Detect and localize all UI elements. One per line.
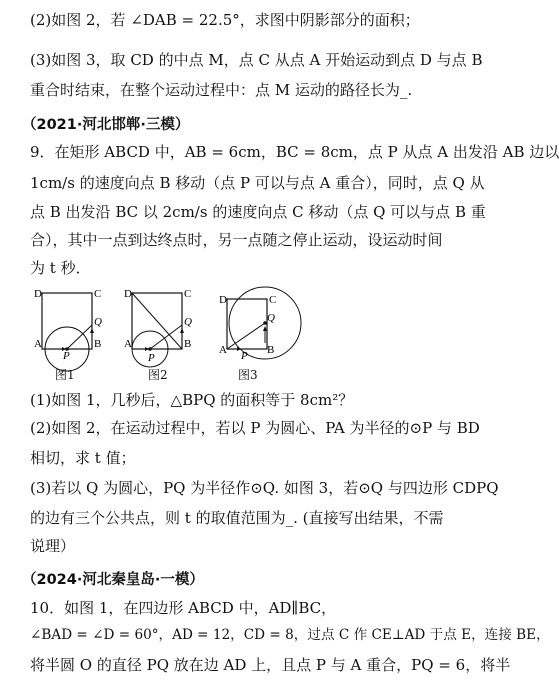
fig1-label-A: A bbox=[34, 338, 42, 350]
problem-9-line-3: 点 B 出发沿 BC 以 2cm/s 的速度向点 C 移动（点 Q 可以与点 B 重 bbox=[30, 203, 486, 221]
fig2-label-A: A bbox=[124, 338, 132, 350]
fig3-label-D: D bbox=[219, 294, 227, 306]
text-line-2: (3)如图 3，取 CD 的中点 M，点 C 从点 A 开始运动到点 D 与点 B bbox=[30, 51, 483, 69]
fig1-label-C: C bbox=[94, 288, 102, 300]
problem-9-q3-line-1: (3)若以 Q 为圆心，PQ 为半径作⊙Q. 如图 3，若⊙Q 与四边形 CDPQ bbox=[30, 479, 499, 497]
problem-9-q1: (1)如图 1，几秒后，△BPQ 的面积等于 8cm²？ bbox=[30, 391, 354, 409]
fig3-label-A: A bbox=[219, 344, 227, 356]
problem-10-line-3: 将半圆 O 的直径 PQ 放在边 AD 上，且点 P 与 A 重合，PQ = 6，将半 bbox=[30, 656, 511, 674]
problem-9-q3-line-3: 说理） bbox=[30, 537, 76, 555]
problem-10-line-2: ∠BAD = ∠D = 60°，AD = 12，CD = 8，过点 C 作 CE⊥AD 于点 E，连接 BE， bbox=[30, 627, 550, 643]
caption-figure-3: 图3 bbox=[238, 368, 258, 382]
problem-9-line-4: 合），其中一点到达终点时，另一点随之停止运动，设运动时间 bbox=[30, 231, 443, 249]
fig1-label-P: P bbox=[63, 350, 70, 362]
problem-9-q2-line-2: 相切，求 t 值； bbox=[30, 449, 136, 467]
caption-figure-2: 图2 bbox=[148, 368, 168, 382]
fig1-label-Q: Q bbox=[94, 316, 102, 328]
fig2-label-C: C bbox=[184, 288, 192, 300]
fig1-label-B: B bbox=[94, 338, 102, 350]
text-line-3: 重合时结束，在整个运动过程中：点 M 运动的路径长为_. bbox=[30, 81, 413, 99]
fig3-label-C: C bbox=[269, 294, 277, 306]
fig3-label-B: B bbox=[267, 344, 275, 356]
fig2-label-B: B bbox=[184, 338, 192, 350]
figure-1 bbox=[28, 285, 118, 367]
problem-9-line-1: 9．在矩形 ABCD 中，AB = 6cm，BC = 8cm，点 P 从点 A 出发沿 AB 边以 bbox=[30, 143, 559, 161]
fig2-label-D: D bbox=[124, 288, 132, 300]
problem-10-line-1: 10．如图 1，在四边形 ABCD 中，AD∥BC， bbox=[30, 599, 337, 617]
fig3-label-Q: Q bbox=[267, 312, 275, 324]
fig2-label-Q: Q bbox=[184, 316, 192, 328]
caption-figure-1: 图1 bbox=[55, 368, 75, 382]
problem-9-q3-line-2: 的边有三个公共点，则 t 的取值范围为_. (直接写出结果，不需 bbox=[30, 509, 444, 527]
fig1-label-D: D bbox=[34, 288, 42, 300]
section-source-2021: （2021·河北邯郸·三模） bbox=[22, 117, 190, 133]
section-source-2024: （2024·河北秦皇岛·一模） bbox=[22, 572, 204, 588]
problem-9-line-5: 为 t 秒． bbox=[30, 259, 91, 277]
problem-9-line-2: 1cm/s 的速度向点 B 移动（点 P 可以与点 A 重合），同时，点 Q 从 bbox=[30, 174, 485, 192]
figure-2 bbox=[118, 285, 198, 367]
figure-3 bbox=[205, 285, 305, 367]
fig3-label-P: P bbox=[241, 350, 248, 362]
text-line-1: (2)如图 2，若 ∠DAB = 22.5°，求图中阴影部分的面积； bbox=[30, 11, 420, 29]
problem-9-q2-line-1: (2)如图 2，在运动过程中，若以 P 为圆心、PA 为半径的⊙P 与 BD bbox=[30, 419, 480, 437]
fig2-label-P: P bbox=[148, 352, 155, 364]
